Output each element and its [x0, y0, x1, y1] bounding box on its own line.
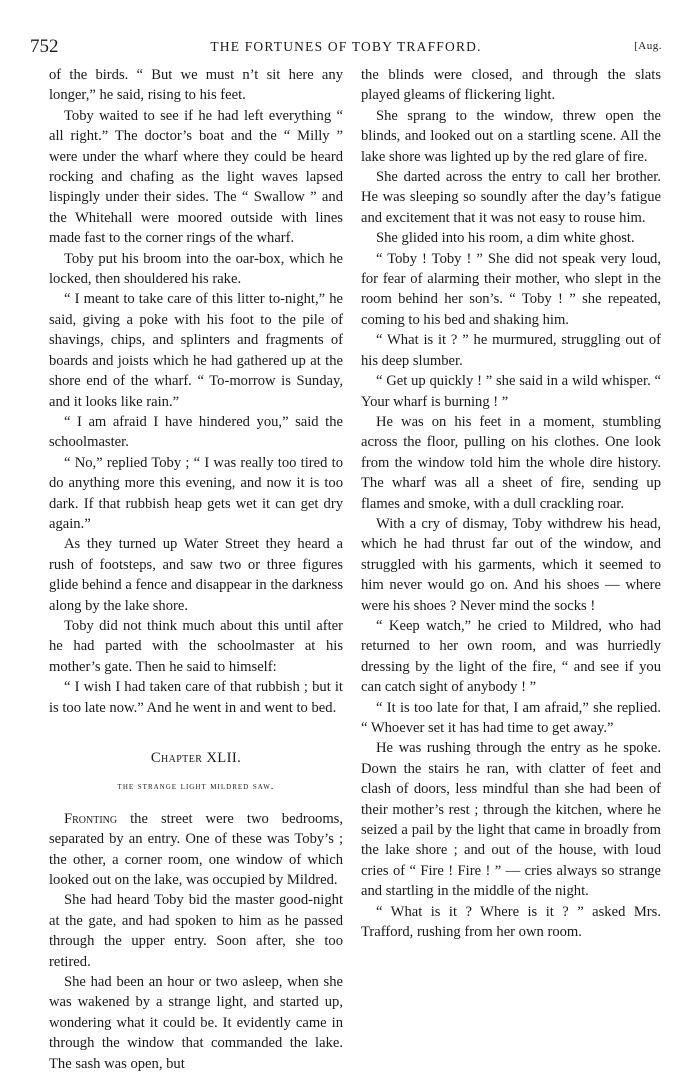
chapter-subtitle: the strange light mildred saw.: [117, 781, 275, 793]
paragraph: She glided into his room, a dim white ghost.: [376, 230, 635, 247]
paragraph: “ Get up quickly ! ” she said in a wild whisper. “ Your wharf is burning ! ”: [361, 373, 661, 410]
paragraph: Toby put his broom into the oar-box, which he locked, then shouldered his rake.: [49, 250, 343, 288]
opening-word: Fronting: [64, 810, 118, 827]
paragraph: She had heard Toby bid the master good-night at the gate, and had spoken to him as he passed through the upper entry. Soon after, she too retired.: [49, 892, 343, 970]
chapter-title: Chapter XLII.: [150, 750, 242, 766]
paragraph: As they turned up Water Street they heard a rush of footsteps, and saw two or three figures glide behind a fence and disappear in the darkness along by the lake shore.: [49, 536, 343, 614]
running-header: [30, 36, 662, 60]
paragraph: “ I wish I had taken care of that rubbish ; but it is too late now.” And he went in and went to bed.: [49, 679, 343, 716]
paragraph: “ I am afraid I have hindered you,” said the schoolmaster.: [49, 413, 343, 451]
running-title: THE FORTUNES OF TOBY TRAFFORD.: [210, 39, 482, 54]
paragraph: “ It is too late for that, I am afraid,” she replied. “ Whoever set it has had time to get away.”: [361, 699, 661, 736]
chapter-opening-paragraph: [49, 809, 343, 891]
paragraph: Toby did not think much about this until after he had parted with the schoolmaster at his mother’s gate. Then he said to himself:: [49, 617, 343, 675]
page-number: 752: [30, 36, 59, 57]
issue-month: [Aug.: [634, 40, 662, 52]
paragraph: Toby waited to see if he had left everything “ all right.” The doctor’s boat and the “ Milly ” were under the wharf where they could be heard rocking and chafing as the light waves lapsed lispingly under their sides. The “ Swallow ” and the Whitehall were moored outside with lines made fast to the corner rings of the wharf.: [49, 107, 343, 247]
opening-text: the street were two bedrooms, separated by an entry. One of these was Toby’s ; the other, a corner room, one window of which looked out on the lake, was occupied by Mildred.: [49, 810, 343, 889]
paragraph: “ Keep watch,” he cried to Mildred, who had returned to her own room, and was hurriedly dressing by the light of the fire, “ and see if you can catch sight of anybody ! ”: [361, 617, 661, 696]
paragraph: With a cry of dismay, Toby withdrew his head, which he had thrust far out of the window, and struggled with his garments, which it seemed to him never would go on. And his shoes — where were his shoes ? Never mind the socks !: [361, 515, 661, 614]
paragraph: “ What is it ? Where is it ? ” asked Mrs. Trafford, rushing from her own room.: [361, 903, 661, 941]
paragraph: He was on his feet in a moment, stumbling across the floor, pulling on his clothes. One look from the window told him the whole dire history. The wharf was all a sheet of fire, sending up flames and smoke, with a dull crackling roar.: [361, 413, 661, 512]
paragraph: the blinds were closed, and through the slats played gleams of flickering light.: [361, 67, 661, 104]
paragraph: “ Toby ! Toby ! ” She did not speak very loud, for fear of alarming their mother, who slept in the room behind her son’s. “ Toby ! ” she repeated, coming to his bed and shaking him.: [361, 250, 661, 328]
left-column: [49, 65, 343, 1074]
paragraph: of the birds. “ But we must n’t sit here any longer,” he said, rising to his feet.: [49, 67, 343, 104]
paragraph: She had been an hour or two asleep, when she was wakened by a strange light, and started up, wondering what it could be. It evidently came in through the window that commanded the lake. The sash was open, but: [49, 974, 343, 1072]
paragraph: “ No,” replied Toby ; “ I was really too tired to do anything more this evening, and now it is too dark. If that rubbish heap gets wet it can get dry again.”: [49, 454, 343, 532]
paragraph: She sprang to the window, threw open the blinds, and looked out on a startling scene. All the lake shore was lighted up by the red glare of fire.: [361, 107, 661, 165]
paragraph: “ What is it ? ” he murmured, struggling out of his deep slumber.: [361, 332, 661, 369]
right-column: [361, 65, 661, 942]
paragraph: “ I meant to take care of this litter to-night,” he said, giving a poke with his foot to the pile of shavings, chips, and splinters and fragments of boards and joists which he had gathered up at the shore end of the wharf. “ To-morrow is Sunday, and it looks like rain.”: [49, 291, 343, 410]
paragraph: He was rushing through the entry as he spoke. Down the stairs he ran, with clatter of feet and clash of doors, less mindful than she had been of their mother’s rest ; through the kitchen, where he seized a pail by the light that came in broadly from the lake shore ; and out of the house, with loud cries of “ Fire ! Fire ! ” — cries always so strange and startling in the middle of the night.: [361, 740, 661, 900]
paragraph: She darted across the entry to call her brother. He was sleeping so soundly after the day’s fatigue and excitement that it was not easy to rouse him.: [361, 169, 661, 226]
